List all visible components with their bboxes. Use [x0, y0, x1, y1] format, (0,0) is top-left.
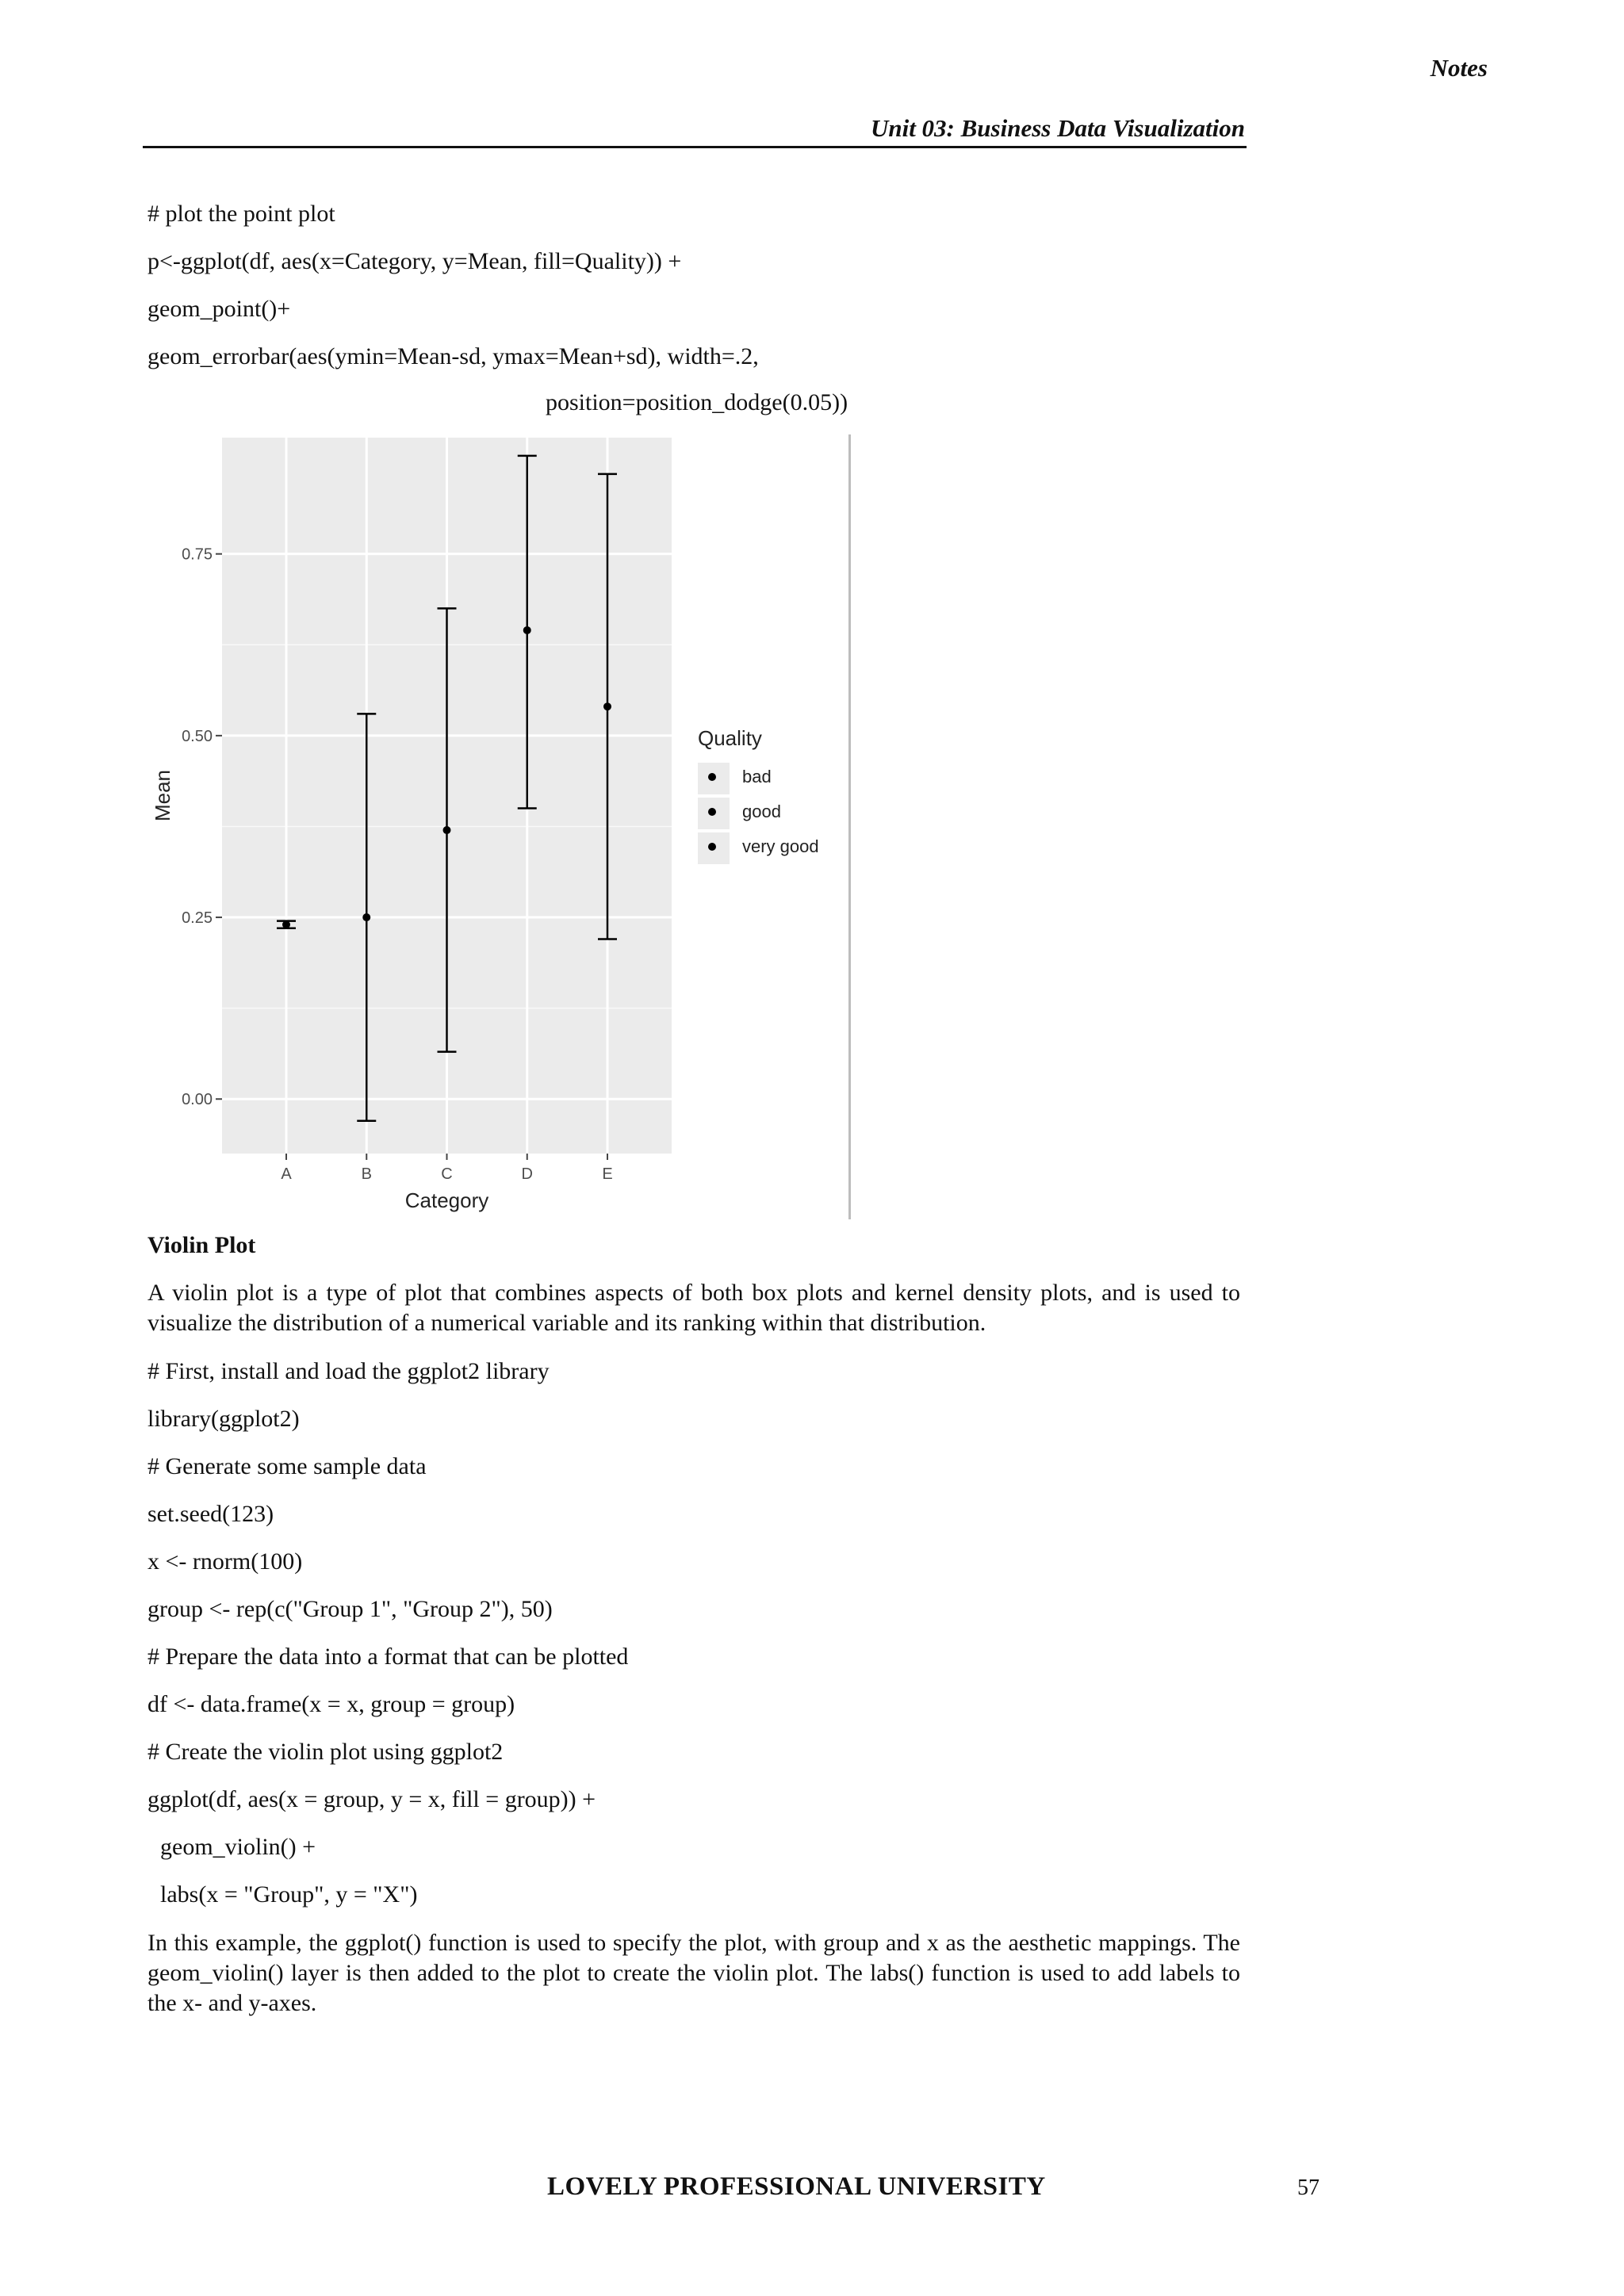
- figure-divider: [848, 434, 851, 1219]
- y-tick-label: 0.50: [182, 727, 213, 745]
- legend-label-bad: bad: [742, 767, 772, 786]
- code-line-library: library(ggplot2): [147, 1406, 300, 1432]
- point-c: [443, 826, 451, 834]
- point-plot-figure: [143, 428, 856, 1221]
- violin-explanation-paragraph: In this example, the ggplot() function is used to specify the plot, with group and x as the aesthetic mappings. The geom_violin() layer is then added to the plot to create the violin plot. The labs() function is used to add labels to the x- and y-axes.: [147, 1930, 1240, 2016]
- code-line-group-rep: group <- rep(c("Group 1", "Group 2"), 50): [147, 1596, 553, 1622]
- y-tick-label: 0.25: [182, 909, 213, 928]
- legend-key-bad: [708, 773, 716, 781]
- point-plot-chart: [143, 428, 856, 1221]
- code-line-geom-violin: geom_violin() +: [160, 1834, 316, 1860]
- code-line-data-frame: df <- data.frame(x = x, group = group): [147, 1691, 515, 1717]
- code-line-ggplot-violin: ggplot(df, aes(x = group, y = x, fill = group)) +: [147, 1786, 596, 1812]
- x-tick-label-d: D: [521, 1165, 533, 1183]
- x-tick-label-e: E: [602, 1165, 613, 1183]
- code-line-install-comment: # First, install and load the ggplot2 library: [147, 1358, 550, 1384]
- legend-title: Quality: [698, 726, 762, 750]
- x-tick-label-a: A: [281, 1165, 292, 1183]
- code-line-sample-comment: # Generate some sample data: [147, 1453, 427, 1479]
- point-d: [523, 626, 531, 634]
- point-b: [362, 913, 370, 921]
- point-e: [603, 702, 611, 710]
- legend-label-very-good: very good: [742, 836, 819, 856]
- x-axis-title: Category: [404, 1188, 489, 1212]
- legend-key-good: [708, 808, 716, 816]
- code-line-geom-point: geom_point()+: [147, 296, 291, 322]
- y-tick-label: 0.00: [182, 1091, 213, 1109]
- x-tick-label-b: B: [361, 1165, 372, 1183]
- code-line-geom-errorbar: geom_errorbar(aes(ymin=Mean-sd, ymax=Mean+sd), width=.2,: [147, 343, 759, 369]
- header-rule: [143, 146, 1247, 148]
- violin-intro-paragraph: A violin plot is a type of plot that combines aspects of both box plots and kernel density plots, and is used to visualize the distribution of a numerical variable and its ranking within that distribution.: [147, 1280, 1240, 1336]
- code-line-comment-point-plot: # plot the point plot: [147, 201, 335, 227]
- code-line-ggplot: p<-ggplot(df, aes(x=Category, y=Mean, fill=Quality)) +: [147, 248, 682, 274]
- code-line-prepare-comment: # Prepare the data into a format that can be plotted: [147, 1644, 629, 1670]
- code-line-rnorm: x <- rnorm(100): [147, 1548, 303, 1575]
- violin-plot-heading: Violin Plot: [147, 1232, 256, 1258]
- x-tick-label-c: C: [441, 1165, 453, 1183]
- y-axis-title: Mean: [151, 769, 174, 822]
- code-line-set-seed: set.seed(123): [147, 1501, 274, 1527]
- code-line-labs: labs(x = "Group", y = "X"): [160, 1881, 418, 1908]
- legend-key-very-good: [708, 843, 716, 851]
- footer-university: LOVELY PROFESSIONAL UNIVERSITY: [547, 2172, 1046, 2201]
- legend-label-good: good: [742, 802, 781, 821]
- page-number: 57: [1297, 2175, 1320, 2200]
- code-line-create-comment: # Create the violin plot using ggplot2: [147, 1739, 504, 1765]
- notes-label: Notes: [1430, 54, 1488, 82]
- code-line-position: position=position_dodge(0.05)): [546, 389, 848, 415]
- point-a: [282, 920, 290, 928]
- unit-title: Unit 03: Business Data Visualization: [870, 114, 1245, 142]
- y-tick-label: 0.75: [182, 545, 213, 564]
